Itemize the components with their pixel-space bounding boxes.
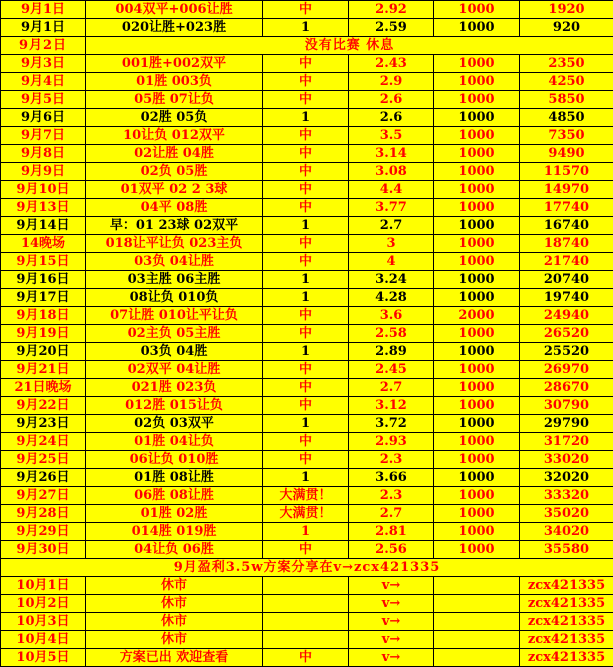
table-row xyxy=(1,595,613,613)
match-cell: 02负 03双平 xyxy=(86,415,263,433)
rest-notice: 没有比赛 休息 xyxy=(86,37,613,55)
table-row xyxy=(1,613,613,631)
match-cell: 01胜 08让胜 xyxy=(86,469,263,487)
result-cell: 中 xyxy=(263,397,349,415)
date-cell: 21日晚场 xyxy=(1,379,86,397)
result-cell: 中 xyxy=(263,73,349,91)
total-cell: zcx421335 xyxy=(520,613,613,631)
total-cell: 2350 xyxy=(520,55,613,73)
result-cell xyxy=(263,595,349,613)
match-cell: 018让平让负 023主负 xyxy=(86,235,263,253)
stake-cell: 2000 xyxy=(434,307,520,325)
total-cell: 11570 xyxy=(520,163,613,181)
date-cell: 9月29日 xyxy=(1,523,86,541)
table-row xyxy=(1,19,613,37)
odds-cell: 3.5 xyxy=(349,127,434,145)
odds-cell: 4 xyxy=(349,253,434,271)
table-row xyxy=(1,397,613,415)
table-row xyxy=(1,55,613,73)
total-cell: 26970 xyxy=(520,361,613,379)
stake-cell: 1000 xyxy=(434,487,520,505)
total-cell: zcx421335 xyxy=(520,577,613,595)
odds-cell: v→ xyxy=(349,595,434,613)
stake-cell xyxy=(434,577,520,595)
stake-cell xyxy=(434,595,520,613)
date-cell: 9月19日 xyxy=(1,325,86,343)
date-cell: 9月28日 xyxy=(1,505,86,523)
stake-cell: 1000 xyxy=(434,145,520,163)
table-row xyxy=(1,487,613,505)
date-cell: 9月21日 xyxy=(1,361,86,379)
stake-cell: 1000 xyxy=(434,91,520,109)
date-cell: 9月20日 xyxy=(1,343,86,361)
match-cell: 07让胜 010让平让负 xyxy=(86,307,263,325)
result-cell: 中 xyxy=(263,361,349,379)
odds-cell: v→ xyxy=(349,577,434,595)
odds-cell: 2.6 xyxy=(349,109,434,127)
result-cell: 中 xyxy=(263,55,349,73)
match-cell: 休市 xyxy=(86,631,263,649)
table-row xyxy=(1,181,613,199)
stake-cell: 1000 xyxy=(434,127,520,145)
total-cell: 33020 xyxy=(520,451,613,469)
table-row xyxy=(1,379,613,397)
result-cell: 1 xyxy=(263,109,349,127)
result-cell: 1 xyxy=(263,19,349,37)
total-cell: 30790 xyxy=(520,397,613,415)
table-row xyxy=(1,577,613,595)
table-row xyxy=(1,37,613,55)
result-cell: 中 xyxy=(263,127,349,145)
odds-cell: 3.72 xyxy=(349,415,434,433)
table-row xyxy=(1,523,613,541)
stake-cell: 1000 xyxy=(434,289,520,307)
match-cell: 02让胜 04胜 xyxy=(86,145,263,163)
date-cell: 9月7日 xyxy=(1,127,86,145)
stake-cell: 1000 xyxy=(434,541,520,559)
match-cell: 01胜 003负 xyxy=(86,73,263,91)
stake-cell: 1000 xyxy=(434,469,520,487)
match-cell: 02负 05胜 xyxy=(86,163,263,181)
odds-cell: 2.58 xyxy=(349,325,434,343)
date-cell: 9月17日 xyxy=(1,289,86,307)
table-row xyxy=(1,91,613,109)
total-cell: 32020 xyxy=(520,469,613,487)
stake-cell: 1000 xyxy=(434,1,520,19)
stake-cell: 1000 xyxy=(434,55,520,73)
table-row xyxy=(1,307,613,325)
result-cell: 1 xyxy=(263,469,349,487)
match-cell: 06胜 08让胜 xyxy=(86,487,263,505)
result-cell: 1 xyxy=(263,217,349,235)
result-cell: 大满贯！ xyxy=(263,505,349,523)
result-cell: 中 xyxy=(263,253,349,271)
odds-cell: 2.3 xyxy=(349,451,434,469)
odds-cell: 4.4 xyxy=(349,181,434,199)
date-cell: 9月27日 xyxy=(1,487,86,505)
table-row xyxy=(1,1,613,19)
result-cell: 中 xyxy=(263,163,349,181)
total-cell: 5850 xyxy=(520,91,613,109)
total-cell: 25520 xyxy=(520,343,613,361)
date-cell: 9月16日 xyxy=(1,271,86,289)
total-cell: 28670 xyxy=(520,379,613,397)
match-cell: 02胜 05负 xyxy=(86,109,263,127)
result-cell: 中 xyxy=(263,649,349,667)
odds-cell: 2.92 xyxy=(349,1,434,19)
stake-cell: 1000 xyxy=(434,379,520,397)
match-cell: 014胜 019胜 xyxy=(86,523,263,541)
result-cell: 1 xyxy=(263,271,349,289)
total-cell: 21740 xyxy=(520,253,613,271)
table-row xyxy=(1,73,613,91)
date-cell: 10月1日 xyxy=(1,577,86,595)
odds-cell: 2.7 xyxy=(349,379,434,397)
stake-cell: 1000 xyxy=(434,325,520,343)
odds-cell: 3.24 xyxy=(349,271,434,289)
total-cell: 1920 xyxy=(520,1,613,19)
result-cell: 中 xyxy=(263,91,349,109)
match-cell: 03负 04让胜 xyxy=(86,253,263,271)
date-cell: 9月6日 xyxy=(1,109,86,127)
match-cell: 休市 xyxy=(86,613,263,631)
date-cell: 10月5日 xyxy=(1,649,86,667)
stake-cell: 1000 xyxy=(434,415,520,433)
total-cell: 34020 xyxy=(520,523,613,541)
total-cell: 17740 xyxy=(520,199,613,217)
table-row xyxy=(1,343,613,361)
total-cell: 920 xyxy=(520,19,613,37)
table-row xyxy=(1,469,613,487)
odds-cell: v→ xyxy=(349,613,434,631)
result-cell xyxy=(263,631,349,649)
table-row xyxy=(1,199,613,217)
odds-cell: 2.59 xyxy=(349,19,434,37)
odds-cell: 3.08 xyxy=(349,163,434,181)
table-row xyxy=(1,253,613,271)
date-cell: 9月30日 xyxy=(1,541,86,559)
match-cell: 03负 04胜 xyxy=(86,343,263,361)
odds-cell: 3.12 xyxy=(349,397,434,415)
date-cell: 9月8日 xyxy=(1,145,86,163)
match-cell: 04让负 06胜 xyxy=(86,541,263,559)
match-cell: 10让负 012双平 xyxy=(86,127,263,145)
result-cell: 大满贯！ xyxy=(263,487,349,505)
total-cell: 29790 xyxy=(520,415,613,433)
result-cell xyxy=(263,613,349,631)
table-row xyxy=(1,109,613,127)
date-cell: 9月15日 xyxy=(1,253,86,271)
stake-cell: 1000 xyxy=(434,217,520,235)
total-cell: 4850 xyxy=(520,109,613,127)
odds-cell: 2.7 xyxy=(349,505,434,523)
match-cell: 休市 xyxy=(86,595,263,613)
stake-cell: 1000 xyxy=(434,343,520,361)
match-cell: 01胜 04让负 xyxy=(86,433,263,451)
date-cell: 10月4日 xyxy=(1,631,86,649)
total-cell: 24940 xyxy=(520,307,613,325)
table-row xyxy=(1,127,613,145)
stake-cell: 1000 xyxy=(434,181,520,199)
match-cell: 020让胜+023胜 xyxy=(86,19,263,37)
total-cell: 20740 xyxy=(520,271,613,289)
odds-cell: v→ xyxy=(349,631,434,649)
odds-cell: v→ xyxy=(349,649,434,667)
table-row xyxy=(1,433,613,451)
stake-cell: 1000 xyxy=(434,253,520,271)
total-cell: 9490 xyxy=(520,145,613,163)
date-cell: 14晚场 xyxy=(1,235,86,253)
table-row xyxy=(1,541,613,559)
total-cell: 33320 xyxy=(520,487,613,505)
result-cell: 1 xyxy=(263,289,349,307)
odds-cell: 2.45 xyxy=(349,361,434,379)
result-cell: 中 xyxy=(263,379,349,397)
total-cell: 35580 xyxy=(520,541,613,559)
match-cell: 方案已出 欢迎查看 xyxy=(86,649,263,667)
odds-cell: 2.7 xyxy=(349,217,434,235)
date-cell: 9月18日 xyxy=(1,307,86,325)
stake-cell: 1000 xyxy=(434,361,520,379)
stake-cell: 1000 xyxy=(434,505,520,523)
result-cell: 中 xyxy=(263,307,349,325)
total-cell: 18740 xyxy=(520,235,613,253)
result-cell: 中 xyxy=(263,433,349,451)
odds-cell: 3 xyxy=(349,235,434,253)
odds-cell: 2.9 xyxy=(349,73,434,91)
match-cell: 021胜 023负 xyxy=(86,379,263,397)
result-cell: 中 xyxy=(263,451,349,469)
result-cell: 中 xyxy=(263,541,349,559)
match-cell: 06让负 010胜 xyxy=(86,451,263,469)
match-cell: 01双平 02 2 3球 xyxy=(86,181,263,199)
table-row xyxy=(1,415,613,433)
odds-cell: 3.14 xyxy=(349,145,434,163)
total-cell: 14970 xyxy=(520,181,613,199)
total-cell: 31720 xyxy=(520,433,613,451)
date-cell: 9月10日 xyxy=(1,181,86,199)
date-cell: 9月22日 xyxy=(1,397,86,415)
match-cell: 01胜 02胜 xyxy=(86,505,263,523)
match-cell: 05胜 07让负 xyxy=(86,91,263,109)
stake-cell xyxy=(434,649,520,667)
stake-cell: 1000 xyxy=(434,73,520,91)
match-cell: 02双平 04让胜 xyxy=(86,361,263,379)
date-cell: 9月24日 xyxy=(1,433,86,451)
stake-cell: 1000 xyxy=(434,523,520,541)
table-row xyxy=(1,559,613,577)
table-row xyxy=(1,631,613,649)
total-cell: 16740 xyxy=(520,217,613,235)
summary-cell: 9月盈利3.5w方案分享在v→zcx421335 xyxy=(1,559,613,577)
date-cell: 10月2日 xyxy=(1,595,86,613)
match-cell: 001胜+002双平 xyxy=(86,55,263,73)
stake-cell: 1000 xyxy=(434,397,520,415)
total-cell: 4250 xyxy=(520,73,613,91)
date-cell: 9月2日 xyxy=(1,37,86,55)
date-cell: 9月1日 xyxy=(1,19,86,37)
odds-cell: 2.3 xyxy=(349,487,434,505)
date-cell: 9月25日 xyxy=(1,451,86,469)
match-cell: 004双平+006让胜 xyxy=(86,1,263,19)
stake-cell xyxy=(434,613,520,631)
result-cell xyxy=(263,577,349,595)
date-cell: 9月13日 xyxy=(1,199,86,217)
stake-cell xyxy=(434,631,520,649)
stake-cell: 1000 xyxy=(434,109,520,127)
table-body xyxy=(1,1,613,667)
date-cell: 10月3日 xyxy=(1,613,86,631)
match-cell: 04平 08胜 xyxy=(86,199,263,217)
stake-cell: 1000 xyxy=(434,163,520,181)
odds-cell: 4.28 xyxy=(349,289,434,307)
date-cell: 9月5日 xyxy=(1,91,86,109)
table-row xyxy=(1,451,613,469)
table-row xyxy=(1,325,613,343)
match-cell: 早：01 23球 02双平 xyxy=(86,217,263,235)
odds-cell: 2.6 xyxy=(349,91,434,109)
result-cell: 中 xyxy=(263,235,349,253)
table-row xyxy=(1,235,613,253)
match-cell: 02主负 05主胜 xyxy=(86,325,263,343)
odds-cell: 3.66 xyxy=(349,469,434,487)
odds-cell: 3.77 xyxy=(349,199,434,217)
table-row xyxy=(1,505,613,523)
stake-cell: 1000 xyxy=(434,451,520,469)
stake-cell: 1000 xyxy=(434,433,520,451)
table-row xyxy=(1,271,613,289)
total-cell: zcx421335 xyxy=(520,631,613,649)
odds-cell: 2.56 xyxy=(349,541,434,559)
date-cell: 9月1日 xyxy=(1,1,86,19)
stake-cell: 1000 xyxy=(434,19,520,37)
odds-cell: 2.81 xyxy=(349,523,434,541)
date-cell: 9月23日 xyxy=(1,415,86,433)
date-cell: 9月26日 xyxy=(1,469,86,487)
odds-cell: 2.93 xyxy=(349,433,434,451)
table-row xyxy=(1,649,613,667)
result-cell: 中 xyxy=(263,199,349,217)
stake-cell: 1000 xyxy=(434,271,520,289)
stake-cell: 1000 xyxy=(434,235,520,253)
stake-cell: 1000 xyxy=(434,199,520,217)
date-cell: 9月14日 xyxy=(1,217,86,235)
odds-cell: 3.6 xyxy=(349,307,434,325)
match-cell: 012胜 015让负 xyxy=(86,397,263,415)
total-cell: 7350 xyxy=(520,127,613,145)
date-cell: 9月9日 xyxy=(1,163,86,181)
match-cell: 03主胜 06主胜 xyxy=(86,271,263,289)
result-cell: 1 xyxy=(263,415,349,433)
table-row xyxy=(1,361,613,379)
date-cell: 9月3日 xyxy=(1,55,86,73)
result-cell: 中 xyxy=(263,1,349,19)
date-cell: 9月4日 xyxy=(1,73,86,91)
result-cell: 1 xyxy=(263,523,349,541)
table-row xyxy=(1,289,613,307)
total-cell: zcx421335 xyxy=(520,595,613,613)
table-row xyxy=(1,217,613,235)
result-cell: 1 xyxy=(263,343,349,361)
total-cell: 35020 xyxy=(520,505,613,523)
table-row xyxy=(1,145,613,163)
result-cell: 中 xyxy=(263,181,349,199)
total-cell: 26520 xyxy=(520,325,613,343)
odds-cell: 2.89 xyxy=(349,343,434,361)
total-cell: zcx421335 xyxy=(520,649,613,667)
match-cell: 休市 xyxy=(86,577,263,595)
result-cell: 中 xyxy=(263,325,349,343)
result-cell: 中 xyxy=(263,145,349,163)
odds-cell: 2.43 xyxy=(349,55,434,73)
table-row xyxy=(1,163,613,181)
total-cell: 19740 xyxy=(520,289,613,307)
match-cell: 08让负 010负 xyxy=(86,289,263,307)
